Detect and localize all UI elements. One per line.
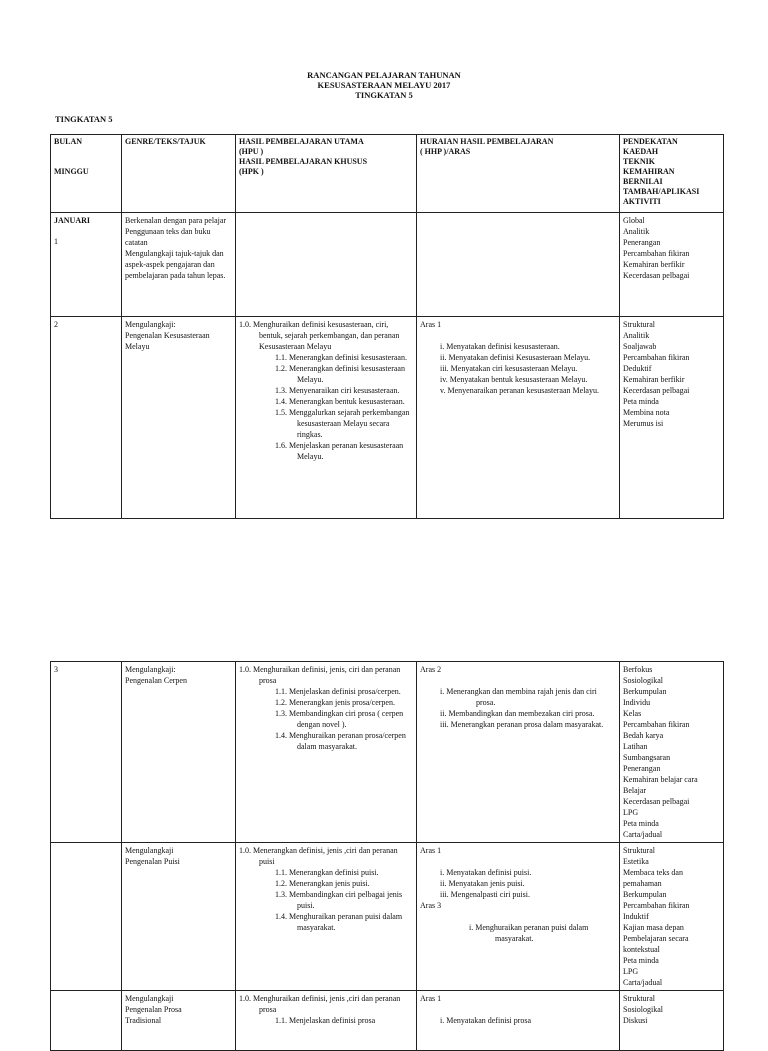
pendekatan-item: Individu (623, 698, 651, 707)
row1-bulan: JANUARI (54, 216, 90, 225)
hpk-line: 1.2. Menerangkan jenis prosa/cerpen. (275, 698, 395, 707)
aras-label: Aras 1 (420, 320, 442, 329)
row5-minggu-cell (51, 991, 122, 1051)
hhp-item: v. Menyenaraikan peranan kesusasteraan Melayu. (440, 386, 599, 395)
hhp-item: iii. Mengenalpasti ciri puisi. (440, 890, 530, 899)
hhp-item: i. Menghuraikan peranan puisi dalam masyarakat. (469, 923, 589, 943)
header-pendekatan-cell (620, 135, 724, 213)
header-minggu: MINGGU (54, 167, 89, 176)
hpk-line: 1.3. Membandingkan ciri prosa ( cerpen dengan novel ). (275, 709, 404, 729)
pendekatan-item: Latihan (623, 742, 648, 751)
hpk-line: 1.4. Menerangkan bentuk kesusasteraan. (275, 397, 405, 406)
table-header-row (51, 135, 724, 213)
pendekatan-item: Kecerdasan pelbagai (623, 271, 690, 280)
pendekatan-item: Penerangan (623, 764, 661, 773)
header-huraian-line: HURAIAN HASIL PEMBELAJARAN (420, 137, 554, 146)
pendekatan-item: Global (623, 216, 645, 225)
hpk-line: 1.3. Menyenaraikan ciri kesusasteraan. (275, 386, 400, 395)
pendekatan-item: Sosiologikal (623, 676, 664, 685)
pendekatan-item: Estetika (623, 857, 649, 866)
pendekatan-item: Analitik (623, 227, 650, 236)
pendekatan-item: Kecerdasan pelbagai (623, 797, 690, 806)
rpt-table-top (50, 134, 724, 519)
pendekatan-item: Struktural (623, 320, 655, 329)
hhp-item: ii. Menyatakan jenis puisi. (440, 879, 525, 888)
hpk-line: 1.6. Menjelaskan peranan kesusasteraan Melayu. (275, 441, 404, 461)
pendekatan-item: Peta minda (623, 819, 659, 828)
pendekatan-item: Analitik (623, 331, 650, 340)
hpu-line: 1.0. Menghuraikan definisi, jenis, ciri dan peranan prosa (239, 665, 401, 685)
hhp-item: ii. Membandingkan dan membezakan ciri prosa. (440, 709, 595, 718)
pendekatan-item: Struktural (623, 994, 655, 1003)
header-hasil-line: (HPK ) (239, 167, 264, 176)
pendekatan-item: Peta minda (623, 956, 659, 965)
genre-line: Pengenalan Kesusasteraan Melayu (125, 331, 210, 351)
row3-huraian-cell (417, 662, 620, 843)
header-bulan-cell (51, 135, 122, 213)
pendekatan-item: Merumus isi (623, 419, 664, 428)
row4-huraian-cell (417, 843, 620, 991)
pendekatan-item: LPG (623, 967, 639, 976)
hpk-line: 1.1. Menerangkan definisi puisi. (275, 868, 379, 877)
header-hasil-line: HASIL PEMBELAJARAN KHUSUS (239, 157, 368, 166)
genre-line: Mengulangkaji: (125, 665, 176, 674)
header-pendekatan-line: AKTIVITI (623, 197, 661, 206)
row3-genre-cell (122, 662, 236, 843)
pendekatan-item: Percambahan fikiran (623, 353, 690, 362)
pendekatan-item: Kemahiran berfikir (623, 260, 685, 269)
genre-line: Pengenalan Cerpen (125, 676, 187, 685)
pendekatan-item: Penerangan (623, 238, 661, 247)
hhp-item: iii. Menyatakan ciri kesusasteraan Melayu. (440, 364, 578, 373)
pendekatan-item: Deduktif (623, 364, 652, 373)
genre-line: Berkenalan dengan para pelajar (125, 216, 227, 225)
pendekatan-item: Pembelajaran secara kontekstual (623, 934, 689, 954)
table-row (51, 991, 724, 1051)
row2-huraian-cell (417, 317, 620, 519)
row5-huraian-cell (417, 991, 620, 1051)
doc-title-line-2: KESUSASTERAAN MELAYU 2017 (317, 80, 451, 90)
hhp-item: i. Menerangkan dan membina rajah jenis dan ciri prosa. (440, 687, 597, 707)
pendekatan-item: Kemahiran belajar cara (623, 775, 698, 784)
row2-genre-cell (122, 317, 236, 519)
pendekatan-item: Sumbangsaran (623, 753, 671, 762)
row3-minggu: 3 (51, 662, 122, 843)
pendekatan-item: Carta/jadual (623, 978, 663, 987)
table-row (51, 317, 724, 519)
hpk-line: 1.4. Menghuraikan peranan prosa/cerpen dalam masyarakat. (275, 731, 406, 751)
header-pendekatan-line: BERNILAI (623, 177, 663, 186)
genre-line: Pengenalan Puisi (125, 857, 180, 866)
pendekatan-item: Belajar (623, 786, 647, 795)
table-row (51, 843, 724, 991)
hpk-line: 1.1. Menerangkan definisi kesusasteraan. (275, 353, 407, 362)
header-pendekatan-line: PENDEKATAN (623, 137, 678, 146)
header-hasil-line: (HPU ) (239, 147, 264, 156)
hpu-line: 1.0. Menerangkan definisi, jenis ,ciri dan peranan puisi (239, 846, 398, 866)
header-pendekatan-line: KEMAHIRAN (623, 167, 675, 176)
hpu-line: 1.0. Menghuraikan definisi kesusasteraan, ciri, bentuk, sejarah perkembangan, dan peranan Kesusasteraan Melayu (239, 320, 400, 351)
hhp-item: i. Menyatakan definisi kesusasteraan. (440, 342, 560, 351)
row4-minggu-cell (51, 843, 122, 991)
hpk-line: 1.1. Menjelaskan definisi prosa/cerpen. (275, 687, 401, 696)
row2-minggu: 2 (51, 317, 122, 519)
row4-hasil-cell (236, 843, 417, 991)
pendekatan-item: Kelas (623, 709, 642, 718)
genre-line: Tradisional (125, 1016, 162, 1025)
hhp-item: i. Menyatakan definisi prosa (440, 1016, 532, 1025)
genre-line: Mengulangkaji tajuk-tajuk dan aspek-aspek pengajaran dan pembelajaran pada tahun lepas. (125, 249, 226, 280)
hpu-line: 1.0. Menghuraikan definisi, jenis ,ciri dan peranan prosa (239, 994, 401, 1014)
hpk-line: 1.2. Menerangkan jenis puisi. (275, 879, 370, 888)
header-pendekatan-line: KAEDAH (623, 147, 659, 156)
hpk-line: 1.3. Membandingkan ciri pelbagai jenis puisi. (275, 890, 403, 910)
hhp-item: ii. Menyatakan definisi Kesusasteraan Melayu. (440, 353, 591, 362)
pendekatan-item: Kajian masa depan (623, 923, 684, 932)
hpk-line: 1.1. Menjelaskan definisi prosa (275, 1016, 376, 1025)
pendekatan-item: Berkumpulan (623, 890, 667, 899)
row1-minggu: 1 (54, 237, 58, 246)
hhp-item: i. Menyatakan definisi puisi. (440, 868, 532, 877)
aras-label: Aras 1 (420, 994, 442, 1003)
pendekatan-item: Bedah karya (623, 731, 664, 740)
header-huraian-cell (417, 135, 620, 213)
genre-line: Pengenalan Prosa (125, 1005, 182, 1014)
pendekatan-item: Percambahan fikiran (623, 720, 690, 729)
row3-hasil-cell (236, 662, 417, 843)
pendekatan-item: Berkumpulan (623, 687, 667, 696)
genre-line: Penggunaan teks dan buku catatan (125, 227, 211, 247)
pendekatan-item: Induktif (623, 912, 649, 921)
row1-huraian-cell (417, 213, 620, 317)
row1-bulan-cell (51, 213, 122, 317)
row4-genre-cell (122, 843, 236, 991)
pendekatan-item: Membaca teks dan pemahaman (623, 868, 683, 888)
table-row (51, 662, 724, 843)
tingkatan-label: TINGKATAN 5 (55, 114, 113, 124)
aras-label: Aras 1 (420, 846, 442, 855)
aras-label: Aras 3 (420, 901, 442, 910)
row1-hasil-cell (236, 213, 417, 317)
genre-line: Mengulangkaji: (125, 320, 176, 329)
pendekatan-item: Percambahan fikiran (623, 901, 690, 910)
pendekatan-item: Struktural (623, 846, 655, 855)
header-pendekatan-line: TAMBAH/APLIKASI (623, 187, 700, 196)
doc-title-line-3: TINGKATAN 5 (355, 90, 413, 100)
hpk-line: 1.2. Menerangkan definisi kesusasteraan Melayu. (275, 364, 405, 384)
header-pendekatan-line: TEKNIK (623, 157, 656, 166)
pendekatan-item: Kemahiran berfikir (623, 375, 685, 384)
pendekatan-item: Membina nota (623, 408, 670, 417)
header-hasil-cell (236, 135, 417, 213)
row1-genre-cell (122, 213, 236, 317)
header-bulan: BULAN (54, 137, 83, 146)
pendekatan-item: LPG (623, 808, 639, 817)
row1-pendekatan-cell (620, 213, 724, 317)
doc-title-line-1: RANCANGAN PELAJARAN TAHUNAN (307, 70, 461, 80)
row3-pendekatan-cell (620, 662, 724, 843)
table-row (51, 213, 724, 317)
genre-line: Mengulangkaji (125, 994, 174, 1003)
row2-hasil-cell (236, 317, 417, 519)
row5-pendekatan-cell (620, 991, 724, 1051)
hpk-line: 1.4. Menghuraikan peranan puisi dalam masyarakat. (275, 912, 403, 932)
pendekatan-item: Percambahan fikiran (623, 249, 690, 258)
row2-pendekatan-cell (620, 317, 724, 519)
header-huraian-line: ( HHP )/ARAS (420, 147, 471, 156)
row5-genre-cell (122, 991, 236, 1051)
row5-hasil-cell (236, 991, 417, 1051)
hhp-item: iv. Menyatakan bentuk kesusasteraan Melayu. (440, 375, 588, 384)
rpt-table-bottom (50, 661, 724, 1051)
pendekatan-item: Peta minda (623, 397, 659, 406)
aras-label: Aras 2 (420, 665, 442, 674)
pendekatan-item: Sosiologikal (623, 1005, 664, 1014)
pendekatan-item: Kecerdasan pelbagai (623, 386, 690, 395)
pendekatan-item: Diskusi (623, 1016, 648, 1025)
hpk-line: 1.5. Menggalurkan sejarah perkembangan kesusasteraan Melayu secara ringkas. (275, 408, 410, 439)
row4-pendekatan-cell (620, 843, 724, 991)
header-genre: GENRE/TEKS/TAJUK (122, 135, 236, 213)
pendekatan-item: Berfokus (623, 665, 653, 674)
hhp-item: iii. Menerangkan peranan prosa dalam masyarakat. (440, 720, 604, 729)
header-hasil-line: HASIL PEMBELAJARAN UTAMA (239, 137, 364, 146)
pendekatan-item: Carta/jadual (623, 830, 663, 839)
genre-line: Mengulangkaji (125, 846, 174, 855)
pendekatan-item: Soaljawab (623, 342, 657, 351)
